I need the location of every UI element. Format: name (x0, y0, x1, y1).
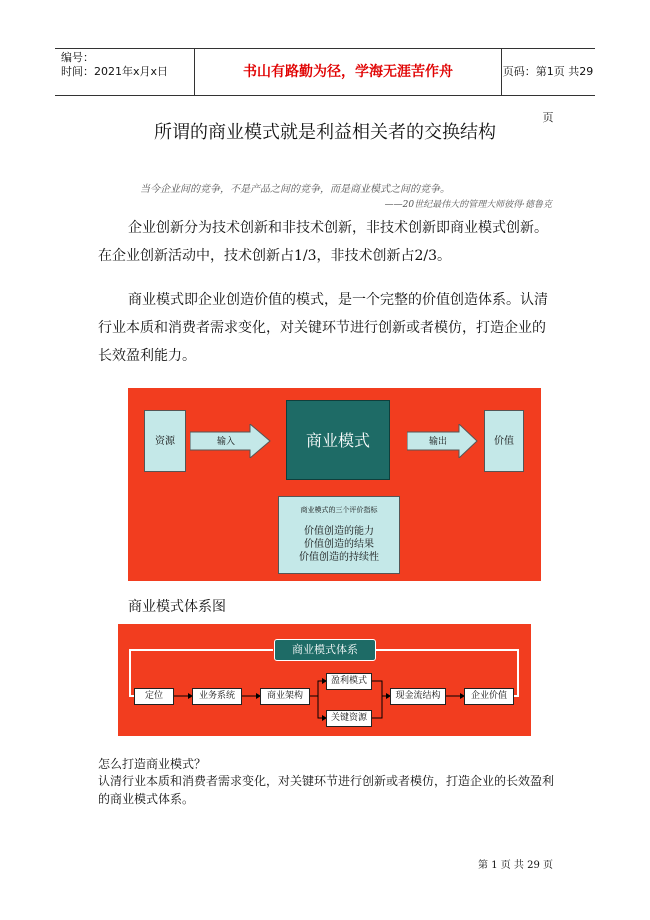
cash-flow-box: 现金流结构 (390, 688, 446, 705)
input-label: 输入 (216, 437, 235, 447)
time-label: 时间：2021年x月x日 (61, 65, 169, 78)
business-architecture-box: 商业架构 (260, 688, 310, 705)
resource-label: 资源 (155, 436, 175, 447)
question: 怎么打造商业模式？ (98, 757, 207, 771)
criteria-item: 价值创造的持续性 (299, 552, 379, 563)
paragraph-2: 商业模式即企业创造价值的模式，是一个完整的价值创造体系。认清行业本质和消费者需求变化，对关键环节进行创新或者模仿，打造企业的长效盈利能力。 (98, 292, 548, 364)
value-label: 价值 (494, 436, 514, 447)
center-label: 商业模式 (305, 431, 370, 450)
answer: 认清行业本质和消费者需求变化，对关键环节进行创新或者模仿，打造企业的长效盈利的商业模式体系。 (98, 774, 555, 806)
resource-box (144, 410, 186, 472)
business-model-center (286, 400, 390, 480)
header-meta (55, 49, 195, 95)
value-box (484, 410, 524, 472)
quote-text: 当今企业间的竞争，不是产品之间的竞争，而是商业模式之间的竞争。 (140, 184, 450, 195)
page-footer: 第 1 页 共 29 页 (478, 860, 553, 871)
diagram-caption: 商业模式体系图 (128, 599, 226, 615)
business-model-diagram (128, 388, 541, 581)
system-title-label: 商业模式体系 (292, 643, 358, 656)
enterprise-value-box: 企业价值 (464, 688, 514, 705)
header-motto: 书山有路勤为径，学海无涯苦作舟 (195, 49, 502, 95)
number-label: 编号： (61, 51, 94, 64)
system-title (274, 639, 376, 661)
page-title: 所谓的商业模式就是利益相关者的交换结构 (154, 122, 496, 143)
output-label: 输出 (428, 437, 447, 447)
key-resources-box: 关键资源 (326, 710, 372, 727)
criteria-title: 商业模式的三个评价指标 (300, 506, 378, 514)
criteria-item: 价值创造的能力 (304, 526, 374, 537)
paragraph-1: 企业创新分为技术创新和非技术创新，非技术创新即商业模式创新。在企业创新活动中，技术创新占1/3，非技术创新占2/3。 (98, 220, 548, 264)
header-table (55, 48, 595, 124)
business-model-system-diagram (118, 624, 531, 736)
profit-model-box: 盈利模式 (326, 673, 372, 690)
criteria-box (278, 496, 400, 574)
positioning-box: 定位 (134, 688, 174, 705)
quote-attribution: ——20世纪最伟大的管理大师彼得·德鲁克 (384, 200, 552, 210)
criteria-item: 价值创造的结果 (304, 539, 374, 550)
business-system-box: 业务系统 (192, 688, 242, 705)
header-page-info: 页码：第1页 共29页 (502, 65, 594, 124)
